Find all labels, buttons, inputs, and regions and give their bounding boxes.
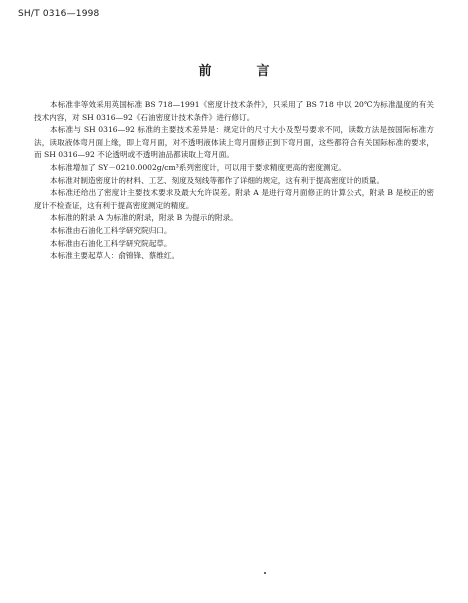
standard-code-header: SH/T 0316—1998: [18, 9, 100, 19]
foreword-paragraph-8: 本标准由石油化工科学研究院起草。: [50, 238, 172, 248]
foreword-body: [34, 99, 434, 263]
foreword-paragraph-7: 本标准由石油化工科学研究院归口。: [50, 225, 172, 235]
foreword-paragraph-6: 本标准的附录 A 为标准的附录，附录 B 为提示的附录。: [50, 213, 238, 223]
page-mark-dot: [264, 572, 266, 574]
foreword-paragraph-4: 本标准对制造密度计的材料、工艺、刻度及刻线等都作了详细的规定，这有利于提高密度计的质量。: [50, 175, 385, 185]
foreword-paragraph-3: 本标准增加了 SY－0210.0002g/cm³系列密度计，可以用于要求精度更高的密度测定。: [50, 162, 346, 172]
foreword-paragraph-5: 本标准还给出了密度计主要技术要求及最大允许误差。附录 A 是进行弯月面修正的计算公式，附录 B 是校正的密度计不检查证，这有利于提高密度测定的精度。: [34, 188, 434, 210]
foreword-paragraph-2: 本标准与 SH 0316—92 标准的主要技术差异是：规定计的尺寸大小及型号要求不同，读数方法是按国际标准方法，读取液体弯月面上缘，即上弯月面，对不透明液体读上弯月面修正到下弯月面，这些都符合有关国际标准的要求，而 SH 0316—92 不论透明或不透明油品都读取上弯月面。: [34, 125, 434, 160]
foreword-title: 前 言: [198, 64, 286, 79]
foreword-paragraph-1: 本标准非等效采用英国标准 BS 718—1991《密度计技术条件》，只采用了 BS 718 中以 20℃为标准温度的有关技术内容，对 SH 0316—92《石油密度计技术条件》进行修订。: [34, 100, 434, 122]
foreword-paragraph-9: 本标准主要起草人：俞锦锋、蔡维红。: [50, 251, 180, 261]
